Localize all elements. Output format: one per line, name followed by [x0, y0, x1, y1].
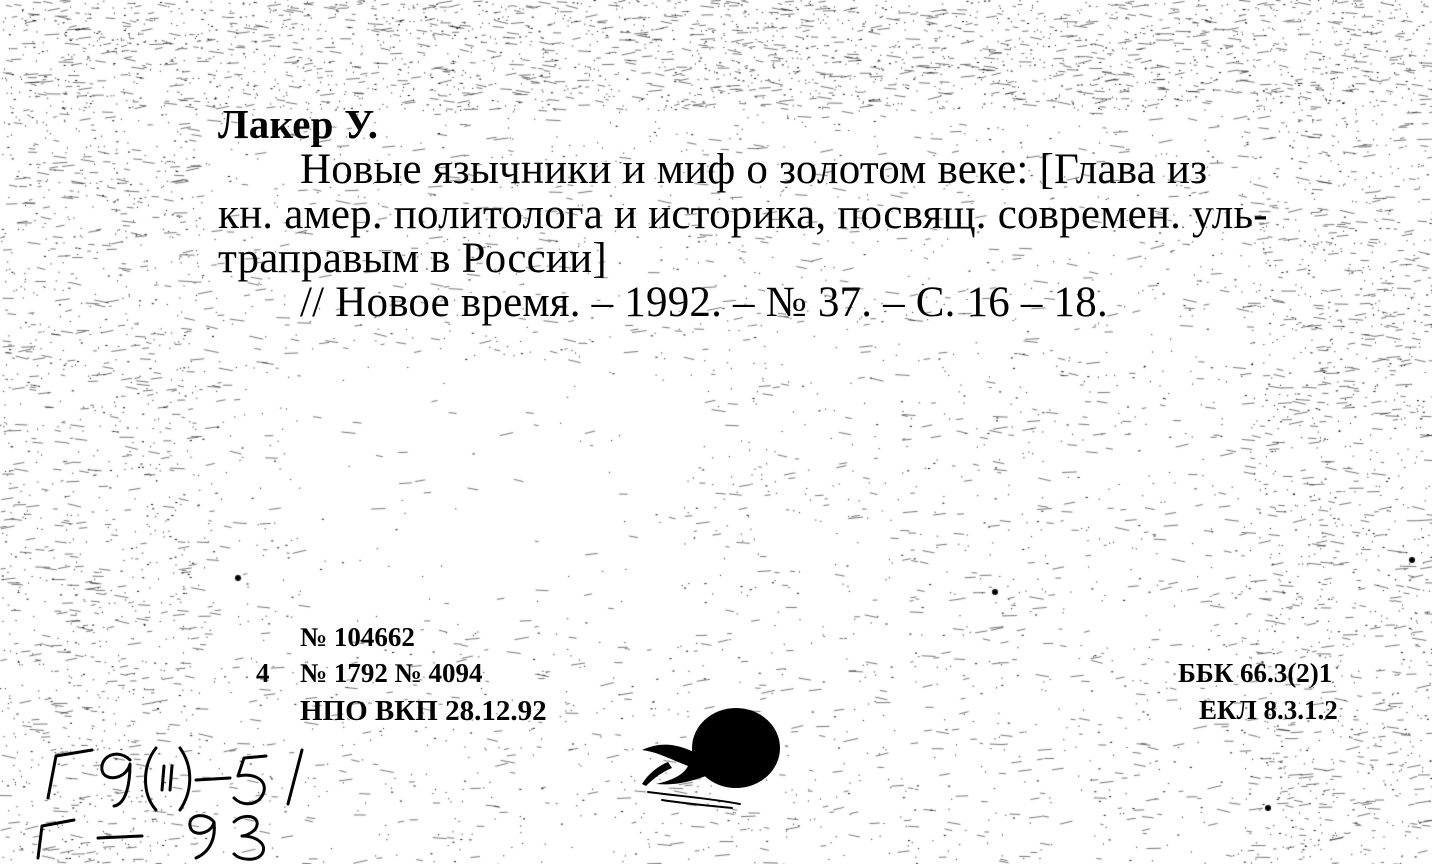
author-heading: Лакер У.: [218, 101, 379, 147]
bbk-index: ББК 66.3(2)1: [1178, 658, 1333, 688]
title-line-2: кн. амер. политолога и историка, посвящ. современ. уль-: [218, 191, 1268, 238]
handwritten-shelfmark: [30, 726, 330, 864]
numbers-line: № 1792 № 4094: [300, 658, 483, 688]
publisher-date: НПО ВКП 28.12.92: [300, 695, 547, 727]
ekl-index: ЕКЛ 8.3.1.2: [1199, 695, 1338, 725]
copies-count: 4: [256, 658, 270, 688]
title-line-3: траправым в России]: [218, 235, 607, 282]
accession-number: № 104662: [300, 622, 415, 652]
title-line-1: Новые язычники и миф о золотом веке: [Глава из: [300, 146, 1208, 193]
source-line: // Новое время. – 1992. – № 37. – С. 16 – 18.: [300, 279, 1108, 326]
ink-blot: [628, 700, 808, 810]
